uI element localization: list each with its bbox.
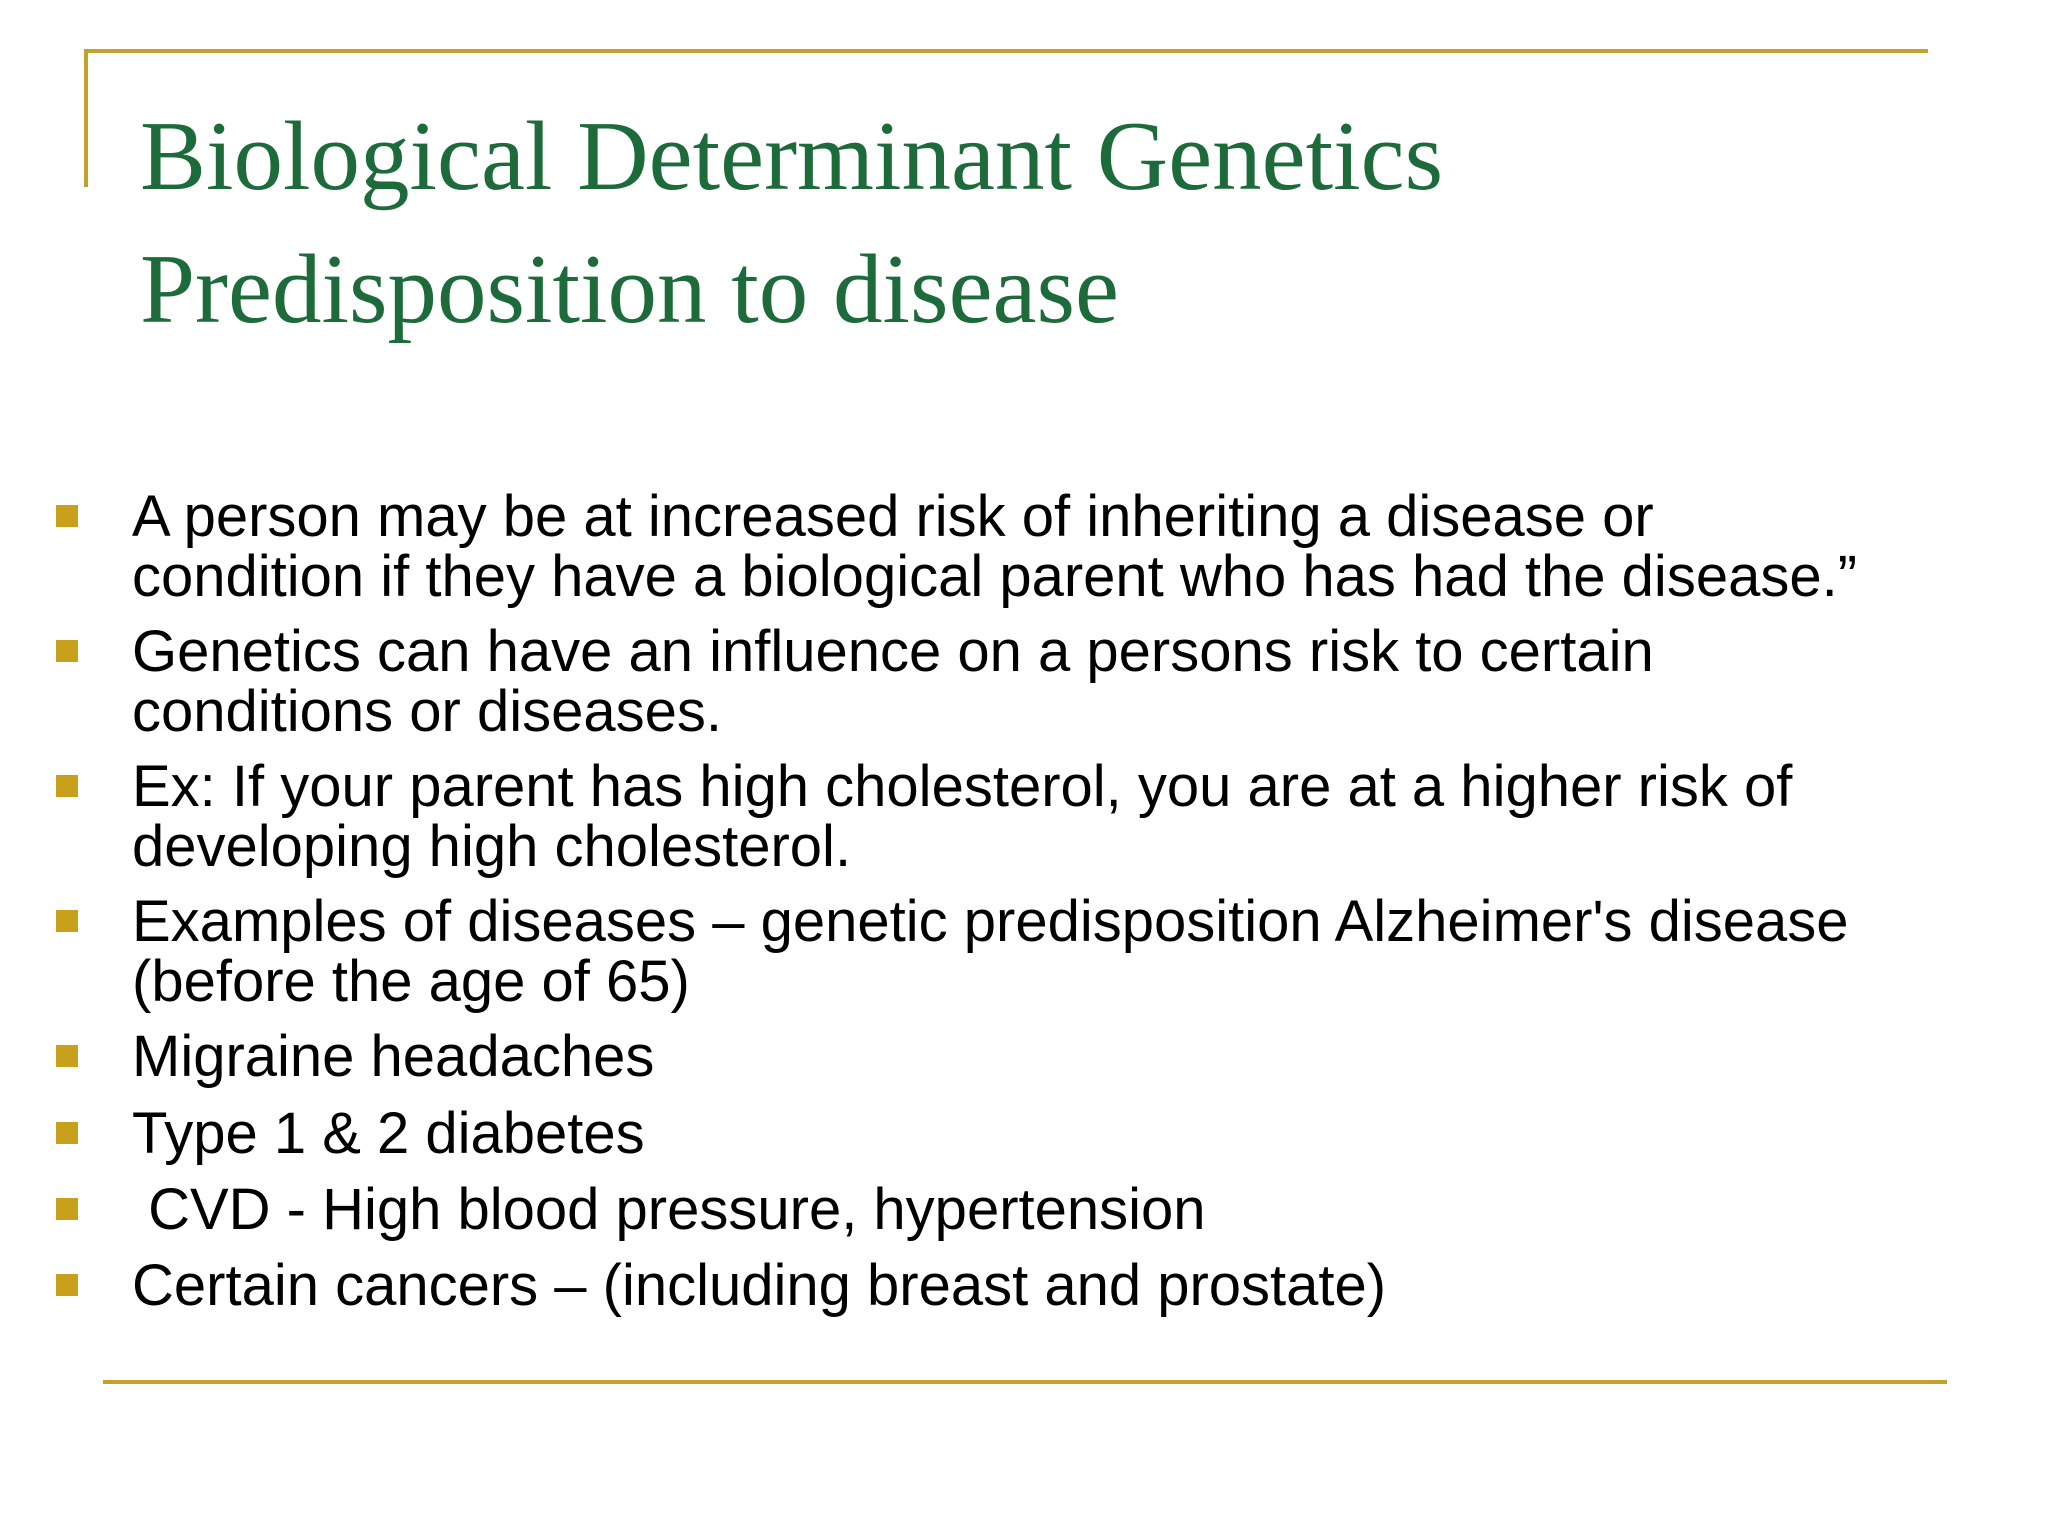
bullet-line: Ex: If your parent has high cholesterol, you are at a higher risk of xyxy=(132,754,1793,819)
bullet-text xyxy=(132,754,2032,879)
bullet-text xyxy=(132,1024,2032,1089)
bottom-gold-rule xyxy=(103,1380,1947,1384)
bullet-line: conditions or diseases. xyxy=(132,679,722,744)
bullet-line: Genetics can have an influence on a persons risk to certain xyxy=(132,619,1654,684)
square-bullet-icon xyxy=(56,775,78,797)
square-bullet-icon xyxy=(56,910,78,932)
square-bullet-icon xyxy=(56,1198,78,1220)
bullet-text xyxy=(132,619,2032,744)
left-gold-rule xyxy=(84,49,88,187)
square-bullet-icon xyxy=(56,640,78,662)
bullet-line: Examples of diseases – genetic predisposition Alzheimer's disease xyxy=(132,889,1849,954)
bullet-line: condition if they have a biological parent who has had the disease.” xyxy=(132,544,1858,609)
bullet-line: (before the age of 65) xyxy=(132,949,690,1014)
bullet-line: Migraine headaches xyxy=(132,1024,655,1089)
square-bullet-icon xyxy=(56,1045,78,1067)
slide-title-line-1: Biological Determinant Genetics xyxy=(140,102,1444,211)
bullet-text xyxy=(132,1177,2032,1242)
bullet-line: Type 1 & 2 diabetes xyxy=(132,1101,645,1166)
top-gold-rule xyxy=(84,49,1928,53)
square-bullet-icon xyxy=(56,505,78,527)
bullet-line: developing high cholesterol. xyxy=(132,814,852,879)
slide-title-line-2: Predisposition to disease xyxy=(140,235,1119,344)
bullet-line: CVD - High blood pressure, hypertension xyxy=(132,1177,1206,1242)
bullet-text xyxy=(132,484,2032,609)
slide-title xyxy=(140,90,1920,356)
square-bullet-icon xyxy=(56,1274,78,1296)
bullet-line: A person may be at increased risk of inheriting a disease or xyxy=(132,484,1654,549)
bullet-text xyxy=(132,889,2032,1014)
square-bullet-icon xyxy=(56,1122,78,1144)
bullet-line: Certain cancers – (including breast and prostate) xyxy=(132,1253,1387,1318)
bullet-text xyxy=(132,1101,2032,1166)
bullet-text xyxy=(132,1253,2032,1318)
